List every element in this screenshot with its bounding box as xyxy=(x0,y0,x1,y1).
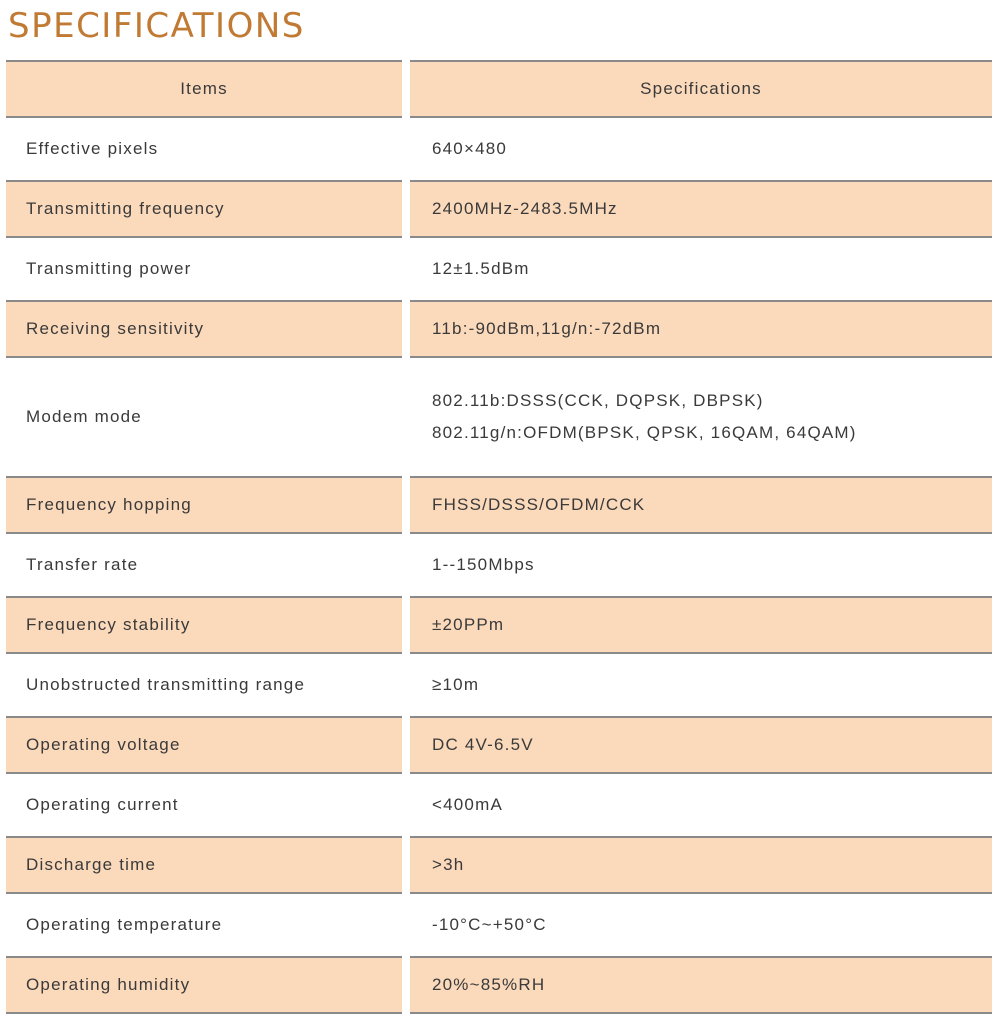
row-item: Unobstructed transmitting range xyxy=(6,658,402,712)
header-specifications: Specifications xyxy=(410,60,992,118)
row-item: Operating current xyxy=(6,778,402,832)
row-spec: DC 4V-6.5V xyxy=(410,716,992,774)
spec-line: 802.11b:DSSS(CCK, DQPSK, DBPSK) xyxy=(432,391,764,410)
row-item: Effective pixels xyxy=(6,122,402,176)
row-item: Receiving sensitivity xyxy=(6,300,402,358)
table-row xyxy=(6,476,992,534)
row-item: Frequency stability xyxy=(6,596,402,654)
row-item: Frequency hopping xyxy=(6,476,402,534)
row-item: Discharge time xyxy=(6,836,402,894)
row-item: Transmitting power xyxy=(6,242,402,296)
row-spec: 1--150Mbps xyxy=(410,538,992,592)
table-header-row xyxy=(6,60,992,118)
row-spec: ≥10m xyxy=(410,658,992,712)
row-spec: 2400MHz-2483.5MHz xyxy=(410,180,992,238)
row-item: Transfer rate xyxy=(6,538,402,592)
row-spec: 640×480 xyxy=(410,122,992,176)
row-spec: FHSS/DSSS/OFDM/CCK xyxy=(410,476,992,534)
row-item: Operating humidity xyxy=(6,956,402,1014)
spec-lines xyxy=(432,391,857,443)
row-spec: 12±1.5dBm xyxy=(410,242,992,296)
row-item: Transmitting frequency xyxy=(6,180,402,238)
row-spec: <400mA xyxy=(410,778,992,832)
table-row xyxy=(6,898,992,952)
row-item: Operating temperature xyxy=(6,898,402,952)
row-item: Modem mode xyxy=(6,362,402,472)
spec-line: 802.11g/n:OFDM(BPSK, QPSK, 16QAM, 64QAM) xyxy=(432,423,857,442)
table-row xyxy=(6,362,992,472)
page-title: SPECIFICATIONS xyxy=(8,6,305,46)
row-spec: 20%~85%RH xyxy=(410,956,992,1014)
table-row xyxy=(6,538,992,592)
table-row xyxy=(6,300,992,358)
table-row xyxy=(6,956,992,1014)
row-item: Operating voltage xyxy=(6,716,402,774)
row-spec: ±20PPm xyxy=(410,596,992,654)
row-spec: 11b:-90dBm,11g/n:-72dBm xyxy=(410,300,992,358)
table-row xyxy=(6,180,992,238)
table-row xyxy=(6,658,992,712)
row-spec: >3h xyxy=(410,836,992,894)
table-row xyxy=(6,122,992,176)
specifications-table xyxy=(6,60,992,1018)
row-spec: -10°C~+50°C xyxy=(410,898,992,952)
table-row xyxy=(6,242,992,296)
table-row xyxy=(6,778,992,832)
table-row xyxy=(6,596,992,654)
table-row xyxy=(6,836,992,894)
header-items: Items xyxy=(6,60,402,118)
table-row xyxy=(6,716,992,774)
row-spec xyxy=(410,362,992,472)
